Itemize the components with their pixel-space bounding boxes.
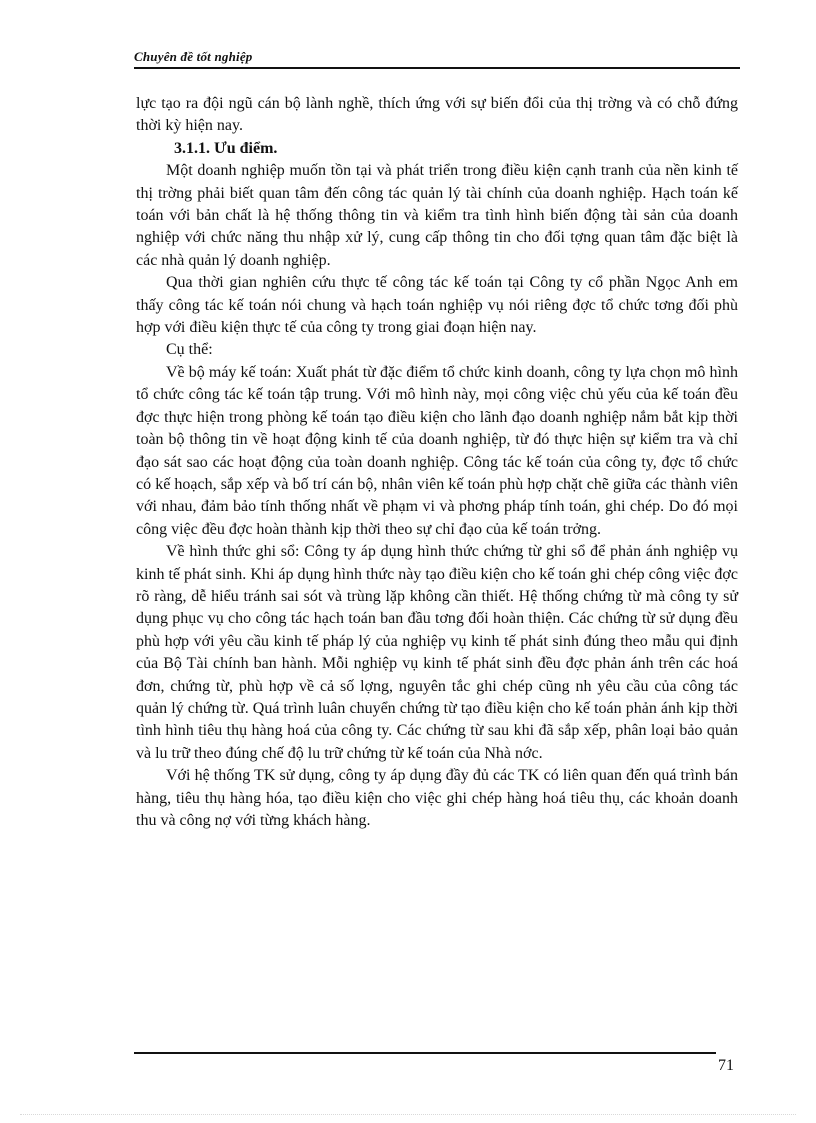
paragraph: Cụ thể: (166, 341, 213, 359)
paragraph: Một doanh nghiệp muốn tồn tại và phát triển trong điều kiện cạnh tranh của nền kinh tế thị trờng phải biết quan tâm đến công tác quản lý tài chính của doanh nghiệp. Hạch toán kế toán với bản chất là hệ thống thông tin và kiểm tra tình hình biến động tài sản của doanh nghiệp với chức năng thu nhập xử lý, cung cấp thông tin cho đối tợng quan tâm đặc biệt là các nhà quản lý doanh nghiệp. (136, 162, 738, 269)
paragraph: Qua thời gian nghiên cứu thực tế công tác kế toán tại Công ty cổ phần Ngọc Anh em thấy công tác kế toán nói chung và hạch toán nghiệp vụ nói riêng đợc tổ chức tơng đối phù hợp với điều kiện thực tế của công ty trong giai đoạn hiện nay. (136, 274, 738, 337)
paragraph-continuation: lực tạo ra đội ngũ cán bộ lành nghề, thích ứng với sự biến đổi của thị trờng và có chỗ đứng thời kỳ hiện nay. (136, 95, 738, 135)
document-body (136, 93, 738, 832)
page-number: 71 (718, 1057, 734, 1074)
header-title: Chuyên đề tốt nghiệp (134, 49, 253, 64)
paragraph: Về bộ máy kế toán: Xuất phát từ đặc điểm tổ chức kinh doanh, công ty lựa chọn mô hình tổ chức công tác kế toán tập trung. Với mô hình này, mọi công việc chủ yếu của kế toán đều đợc thực hiện trong phòng kế toán tạo điều kiện cho lãnh đạo doanh nghiệp nắm bắt kịp thời toàn bộ thông tin về hoạt động kinh tế của doanh nghiệp, từ đó thực hiện sự kiểm tra và chỉ đạo sát sao các hoạt động của toàn doanh nghiệp. Công tác kế toán của công ty, đợc tổ chức có kế hoạch, sắp xếp và bố trí cán bộ, nhân viên kế toán phù hợp chặt chẽ giữa các thành viên với nhau, đảm bảo tính thống nhất về phạm vi và phơng pháp tính toán, ghi chép. Do đó mọi công việc đều đợc hoàn thành kịp thời theo sự chỉ đạo của kế toán trởng. (136, 363, 738, 538)
section-heading: 3.1.1. Ưu điểm. (174, 139, 278, 157)
footer-rule (134, 1052, 716, 1054)
paragraph: Về hình thức ghi sổ: Công ty áp dụng hình thức chứng từ ghi sổ để phản ánh nghiệp vụ kinh tế phát sinh. Khi áp dụng hình thức này tạo điều kiện cho kế toán ghi chép công việc đợc rõ ràng, dễ hiểu tránh sai sót và trùng lặp không cần thiết. Hệ thống chứng từ mà công ty sử dụng phục vụ cho công tác hạch toán ban đầu tơng đối hoàn thiện. Các chứng từ sử dụng đều phù hợp với yêu cầu kinh tế pháp lý của nghiệp vụ kinh tế phát sinh đúng theo mẫu qui định của Bộ Tài chính ban hành. Mỗi nghiệp vụ kinh tế phát sinh đều đợc phản ánh trên các hoá đơn, chứng từ, phù hợp về cả số lợng, nguyên tắc ghi chép cũng nh yêu cầu của công tác quản lý chứng từ. Quá trình luân chuyển chứng từ tạo điều kiện cho kế toán phản ánh kịp thời tình hình tiêu thụ hàng hoá của công ty. Các chứng từ sau khi đã sắp xếp, phân loại bảo quản và lu trữ theo đúng chế độ lu trữ chứng từ kế toán của Nhà nớc. (136, 543, 738, 762)
page-header (134, 49, 740, 69)
bottom-dotted-border (20, 1114, 796, 1115)
paragraph: Với hệ thống TK sử dụng, công ty áp dụng đầy đủ các TK có liên quan đến quá trình bán hàng, tiêu thụ hàng hóa, tạo điều kiện cho việc ghi chép hàng hoá tiêu thụ, các khoản doanh thu và công nợ với từng khách hàng. (136, 767, 738, 829)
